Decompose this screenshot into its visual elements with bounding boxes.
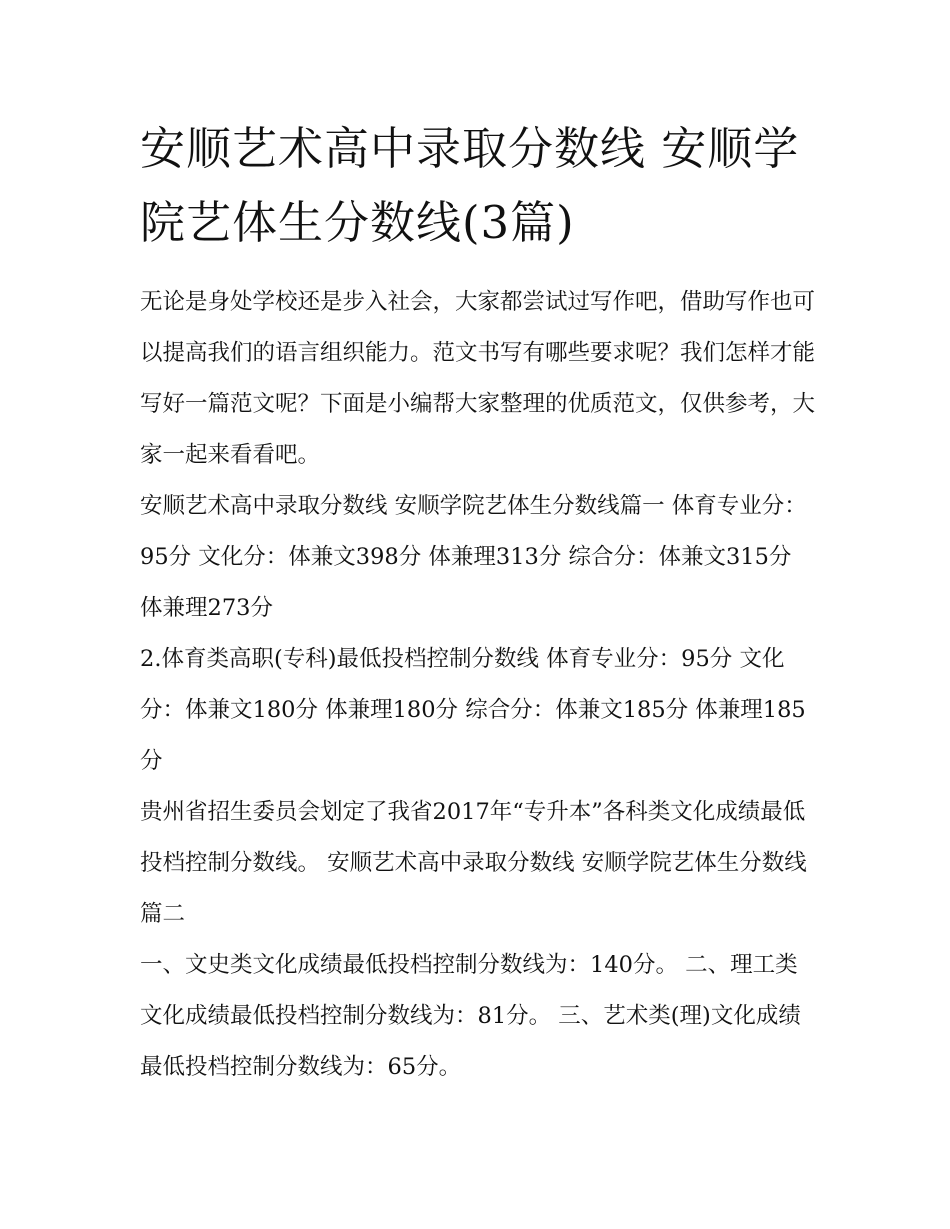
section-one-paragraph: 安顺艺术高中录取分数线 安顺学院艺体生分数线篇一 体育专业分：95分 文化分：体兼文398分 体兼理313分 综合分：体兼文315分 体兼理273分 bbox=[140, 493, 807, 621]
score-lines-paragraph: 一、文史类文化成绩最低投档控制分数线为：140分。 二、理工类文化成绩最低投档控制分数线为：81分。 三、艺术类(理)文化成绩最低投档控制分数线为：65分。 bbox=[140, 952, 801, 1080]
intro-paragraph: 无论是身处学校还是步入社会，大家都尝试过写作吧，借助写作也可以提高我们的语言组织能力。范文书写有哪些要求呢？我们怎样才能写好一篇范文呢？下面是小编帮大家整理的优质范文，仅供参考，大家一起来看看吧。 bbox=[140, 289, 816, 468]
guizhou-notice-paragraph: 贵州省招生委员会划定了我省2017年“专升本”各科类文化成绩最低投档控制分数线。 安顺艺术高中录取分数线 安顺学院艺体生分数线篇二 bbox=[140, 799, 807, 927]
document-title: 安顺艺术高中录取分数线 安顺学院艺体生分数线(3篇) bbox=[140, 122, 800, 249]
vocational-sports-paragraph: 2.体育类高职(专科)最低投档控制分数线 体育专业分：95分 文化分：体兼文180分 体兼理180分 综合分：体兼文185分 体兼理185分 bbox=[140, 646, 806, 774]
document-body bbox=[140, 277, 815, 1093]
